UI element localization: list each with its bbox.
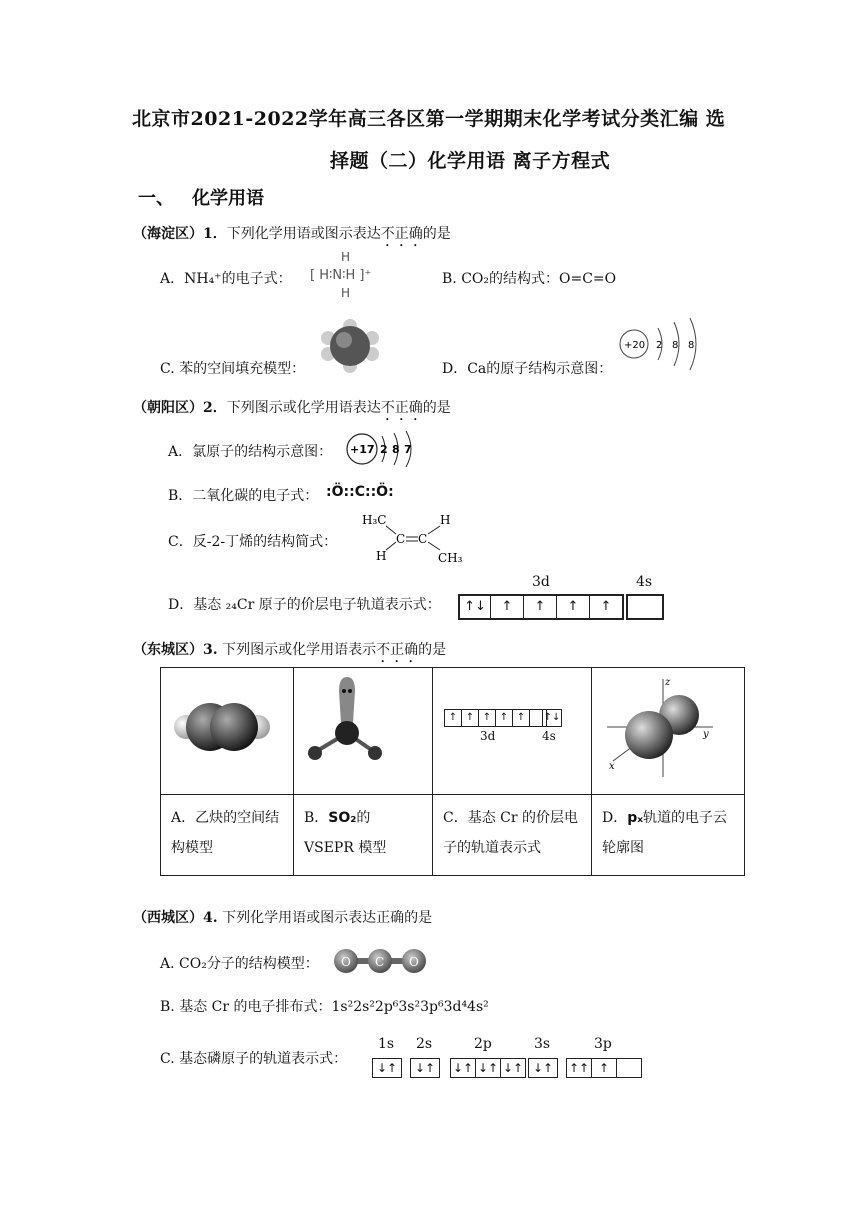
axis-z: z bbox=[665, 677, 671, 688]
stem-text: 下列化学用语或图示表达 bbox=[226, 226, 381, 242]
district-label: （东城区） bbox=[133, 642, 203, 658]
cell-acetylene-image bbox=[161, 668, 294, 795]
atom-o2: O bbox=[409, 955, 419, 969]
question-2-stem bbox=[133, 397, 451, 424]
atom-o1: O bbox=[341, 955, 351, 969]
so2-formula: SO₂ bbox=[328, 810, 357, 826]
cl-shell-1: 2 bbox=[380, 443, 388, 456]
label-3s: 3s bbox=[534, 1036, 551, 1052]
orbital-2p-group bbox=[450, 1058, 526, 1078]
orbital-2p: ↓↑ bbox=[451, 1059, 476, 1077]
orbital-box: ↑↓ bbox=[460, 596, 491, 618]
cr-4s-box: ↑↓ bbox=[542, 709, 562, 727]
label-3p: 3p bbox=[594, 1036, 612, 1052]
label-h3c: H₃C bbox=[362, 513, 387, 527]
trans-2-butene-structure bbox=[356, 510, 472, 566]
atom-c: C bbox=[375, 955, 385, 969]
cr-electron-config: 1s²2s²2p⁶3s²3p⁶3d⁴4s² bbox=[331, 999, 489, 1015]
co2-electron-formula: :Ö::C::Ö: bbox=[326, 484, 394, 500]
orbital-2p: ↓↑ bbox=[502, 1061, 524, 1075]
cr-4s-orbital-box bbox=[626, 594, 664, 620]
so2-vsepr-model-image bbox=[295, 669, 431, 789]
ca-shell-1: 2 bbox=[656, 340, 663, 351]
chlorine-atom-diagram bbox=[344, 428, 418, 470]
doc-title-line2: 择题（二）化学用语 离子方程式 bbox=[330, 150, 611, 172]
question-1-stem bbox=[133, 223, 451, 250]
option-b-text: B. 基态 Cr 的电子排布式： bbox=[160, 999, 332, 1015]
label-ch3: CH₃ bbox=[438, 551, 463, 565]
axis-x: x bbox=[609, 761, 615, 772]
q4-option-b bbox=[160, 996, 489, 1016]
nh4-h-bottom: H bbox=[341, 286, 351, 300]
cl-nucleus: +17 bbox=[350, 443, 375, 456]
benzene-model-image bbox=[320, 318, 380, 374]
orbital-3p-group bbox=[566, 1058, 642, 1078]
ca-shell-2: 8 bbox=[672, 340, 679, 351]
district-label: （西城区） bbox=[133, 910, 203, 926]
calcium-atom-diagram bbox=[618, 314, 710, 374]
orbital-box: ↑ bbox=[496, 710, 513, 726]
cell-so2-image bbox=[294, 668, 433, 795]
label-c1: C bbox=[396, 532, 406, 546]
acetylene-model-image bbox=[162, 669, 292, 789]
px-formula: pₓ bbox=[627, 810, 644, 826]
co2-ball-stick-model bbox=[330, 946, 430, 976]
district-label: （海淀区） bbox=[133, 226, 203, 242]
orbital-box: ↑ bbox=[524, 596, 557, 618]
caption-b-prefix: B． bbox=[304, 810, 329, 826]
cl-shell-3: 7 bbox=[404, 443, 412, 456]
stem-text-end: 的是 bbox=[422, 400, 451, 416]
orbital-2s: ↓↑ bbox=[410, 1058, 440, 1078]
caption-d-prefix: D． bbox=[602, 810, 628, 826]
orbital-1s: ↓↑ bbox=[372, 1058, 402, 1078]
q1-option-b: B. CO₂的结构式：O=C=O bbox=[442, 271, 617, 287]
district-label: （朝阳区） bbox=[133, 400, 203, 416]
label-4s: 4s bbox=[542, 729, 556, 743]
cr-3d-orbital-boxes bbox=[458, 594, 624, 620]
section-number: 一、 bbox=[138, 188, 174, 209]
label-c2: C bbox=[418, 532, 428, 546]
q2-option-b: B．二氧化碳的电子式： bbox=[168, 488, 319, 504]
ca-nucleus: +20 bbox=[624, 340, 646, 351]
question-number: 4. bbox=[203, 910, 218, 926]
question-4-stem bbox=[133, 907, 432, 927]
label-h-top: H bbox=[440, 513, 451, 527]
caption-b bbox=[294, 795, 433, 876]
orbital-box: ↑ bbox=[445, 710, 462, 726]
orbital-3p bbox=[617, 1059, 641, 1077]
q1-option-d: D．Ca的原子结构示意图： bbox=[442, 361, 613, 377]
q3-options-table bbox=[160, 667, 745, 876]
stem-emphasis: 不正确 bbox=[376, 642, 419, 658]
q1-option-a: A．NH₄⁺的电子式： bbox=[160, 271, 292, 287]
caption-c: C．基态 Cr 的价层电子的轨道表示式 bbox=[433, 795, 592, 876]
orbital-box: ↑ bbox=[557, 596, 590, 618]
caption-a: A．乙炔的空间结构模型 bbox=[161, 795, 294, 876]
nh4-electron-formula: [ H∶N∶H ]⁺ bbox=[310, 268, 372, 283]
doc-title-line1: 北京市2021-2022学年高三各区第一学期期末化学考试分类汇编 选 bbox=[132, 108, 726, 130]
q4-option-c: C. 基态磷原子的轨道表示式： bbox=[160, 1051, 348, 1067]
cl-shell-2: 8 bbox=[392, 443, 400, 456]
stem-text-end: 的是 bbox=[422, 226, 451, 242]
caption-d-text: 轨道的电子云轮廓图 bbox=[602, 810, 728, 856]
orbital-3s: ↓↑ bbox=[528, 1058, 558, 1078]
question-3-stem bbox=[133, 639, 446, 666]
cell-px-orbital-image bbox=[592, 668, 745, 795]
label-h-bottom: H bbox=[376, 549, 387, 563]
stem-text: 下列图示或化学用语表示 bbox=[222, 642, 377, 658]
orbital-box: ↑ bbox=[462, 710, 479, 726]
cell-cr-orbital-image bbox=[433, 668, 592, 795]
px-orbital-cloud-image bbox=[593, 669, 743, 789]
cr-3d-boxes bbox=[444, 709, 547, 727]
stem-text: 下列图示或化学用语表达 bbox=[226, 400, 381, 416]
section-title: 化学用语 bbox=[192, 188, 264, 209]
label-1s: 1s bbox=[378, 1036, 395, 1052]
orbital-2p: ↓↑ bbox=[476, 1059, 501, 1077]
ca-shell-3: 8 bbox=[688, 340, 695, 351]
q2-option-c: C．反-2-丁烯的结构简式： bbox=[168, 534, 338, 550]
stem-emphasis: 不正确 bbox=[380, 400, 423, 416]
label-3d: 3d bbox=[532, 574, 550, 590]
orbital-box: ↑ bbox=[479, 710, 496, 726]
nh4-h-top: H bbox=[341, 250, 351, 264]
orbital-3p: ↑↑ bbox=[567, 1059, 592, 1077]
q2-option-a: A．氯原子的结构示意图： bbox=[168, 444, 333, 460]
q2-option-d: D．基态 ₂₄Cr 原子的价层电子轨道表示式： bbox=[168, 597, 441, 613]
label-4s: 4s bbox=[636, 574, 653, 590]
orbital-3p: ↑ bbox=[592, 1059, 617, 1077]
label-2p: 2p bbox=[474, 1036, 492, 1052]
stem-text: 下列化学用语或图示表达正确的是 bbox=[222, 910, 433, 926]
question-number: 1． bbox=[203, 226, 227, 242]
orbital-box: ↑ bbox=[491, 596, 524, 618]
question-number: 2． bbox=[203, 400, 227, 416]
orbital-box: ↑ bbox=[513, 710, 530, 726]
orbital-box: ↑ bbox=[600, 599, 612, 614]
axis-y: y bbox=[703, 729, 709, 740]
q1-option-c: C. 苯的空间填充模型： bbox=[160, 361, 306, 377]
caption-d bbox=[592, 795, 745, 876]
stem-text-end: 的是 bbox=[418, 642, 447, 658]
question-number: 3. bbox=[203, 642, 218, 658]
q4-option-a: A. CO₂分子的结构模型： bbox=[160, 956, 319, 972]
caption-b-text: 的 VSEPR 模型 bbox=[304, 810, 387, 856]
label-3d: 3d bbox=[480, 729, 496, 743]
stem-emphasis: 不正确 bbox=[380, 226, 423, 242]
label-2s: 2s bbox=[416, 1036, 433, 1052]
